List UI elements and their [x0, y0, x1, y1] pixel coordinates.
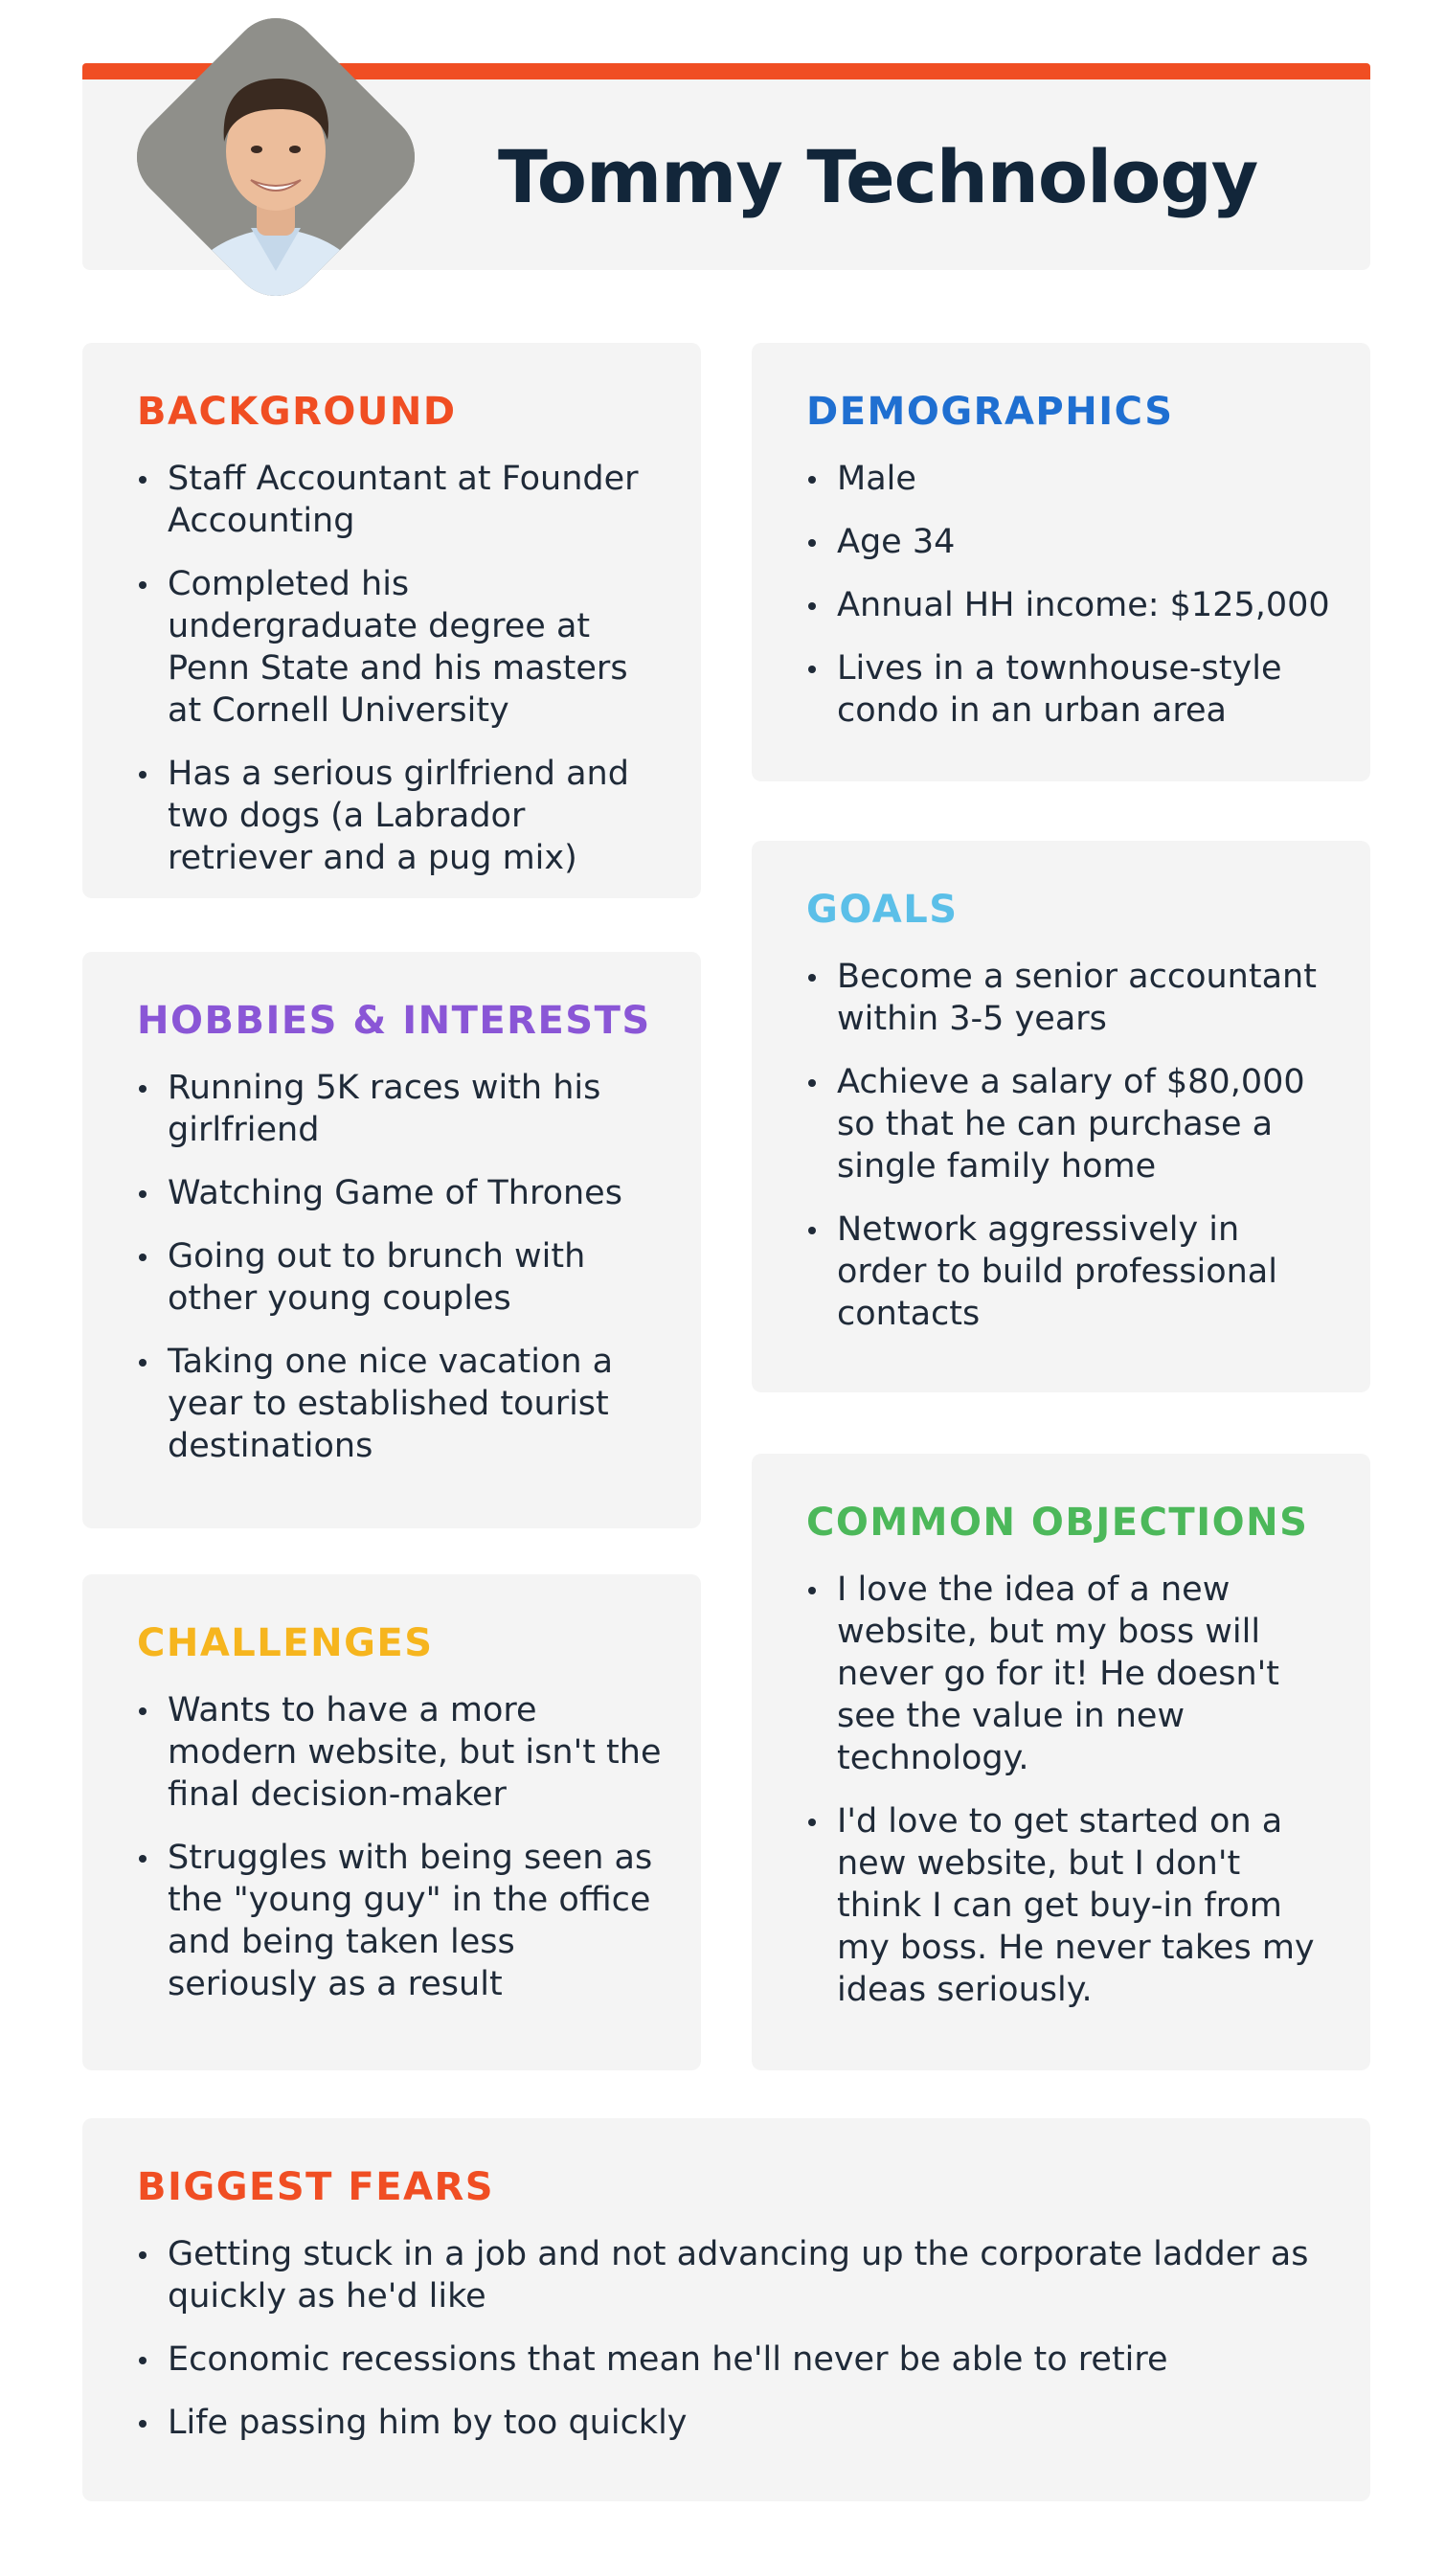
demographics-list: [806, 458, 1332, 732]
goals-title: GOALS: [806, 888, 959, 932]
list-item: Age 34: [837, 521, 1332, 563]
hobbies-card: [82, 952, 701, 1528]
objections-card: [752, 1454, 1370, 2070]
hobbies-title: HOBBIES & INTERESTS: [137, 999, 651, 1043]
background-title: BACKGROUND: [137, 390, 457, 434]
list-item: Become a senior accountant within 3-5 years: [837, 956, 1332, 1040]
list-item: Struggles with being seen as the "young guy" in the office and being taken less seriously as a result: [168, 1837, 663, 2005]
list-item: Network aggressively in order to build professional contacts: [837, 1209, 1332, 1335]
list-item: Wants to have a more modern website, but isn't the final decision-maker: [168, 1691, 662, 1814]
demographics-title: DEMOGRAPHICS: [806, 390, 1174, 434]
background-list: [137, 458, 663, 879]
persona-name: Tommy Technology: [498, 134, 1258, 219]
list-item: Lives in a townhouse-style condo in an urban area: [837, 647, 1332, 732]
list-item: Getting stuck in a job and not advancing up the corporate ladder as quickly as he'd like: [168, 2233, 1332, 2317]
objections-list: [806, 1569, 1332, 2011]
list-item: Has a serious girlfriend and two dogs (a Labrador retriever and a pug mix): [168, 753, 663, 879]
challenges-card: [82, 1574, 701, 2070]
fears-card: [82, 2118, 1370, 2501]
challenges-list: [137, 1689, 663, 2005]
goals-card: [752, 841, 1370, 1392]
challenges-title: CHALLENGES: [137, 1621, 434, 1665]
list-item: I love the idea of a new website, but my boss will never go for it! He doesn't see the value in new technology.: [837, 1569, 1332, 1779]
background-card: [82, 343, 701, 898]
list-item: Completed his undergraduate degree at Penn State and his masters at Cornell University: [168, 563, 663, 732]
hobbies-list: [137, 1067, 663, 1467]
goals-list: [806, 956, 1332, 1335]
list-item: Taking one nice vacation a year to established tourist destinations: [168, 1341, 663, 1467]
list-item: I'd love to get started on a new website, but I don't think I can get buy-in from my boss. He never takes my ideas seriously.: [837, 1800, 1332, 2011]
list-item: Life passing him by too quickly: [168, 2402, 1332, 2444]
fears-title: BIGGEST FEARS: [137, 2165, 495, 2209]
list-item: Staff Accountant at Founder Accounting: [168, 458, 663, 542]
list-item: Going out to brunch with other young couples: [168, 1235, 663, 1320]
list-item: Male: [837, 458, 1332, 500]
list-item: Watching Game of Thrones: [168, 1172, 663, 1214]
list-item: Running 5K races with his girlfriend: [168, 1067, 663, 1151]
list-item: Annual HH income: $125,000: [837, 584, 1332, 626]
list-item: Economic recessions that mean he'll never be able to retire: [168, 2339, 1332, 2381]
demographics-card: [752, 343, 1370, 781]
list-item: Achieve a salary of $80,000 so that he can purchase a single family home: [837, 1061, 1332, 1187]
objections-title: COMMON OBJECTIONS: [806, 1501, 1309, 1545]
fears-list: [137, 2233, 1332, 2444]
